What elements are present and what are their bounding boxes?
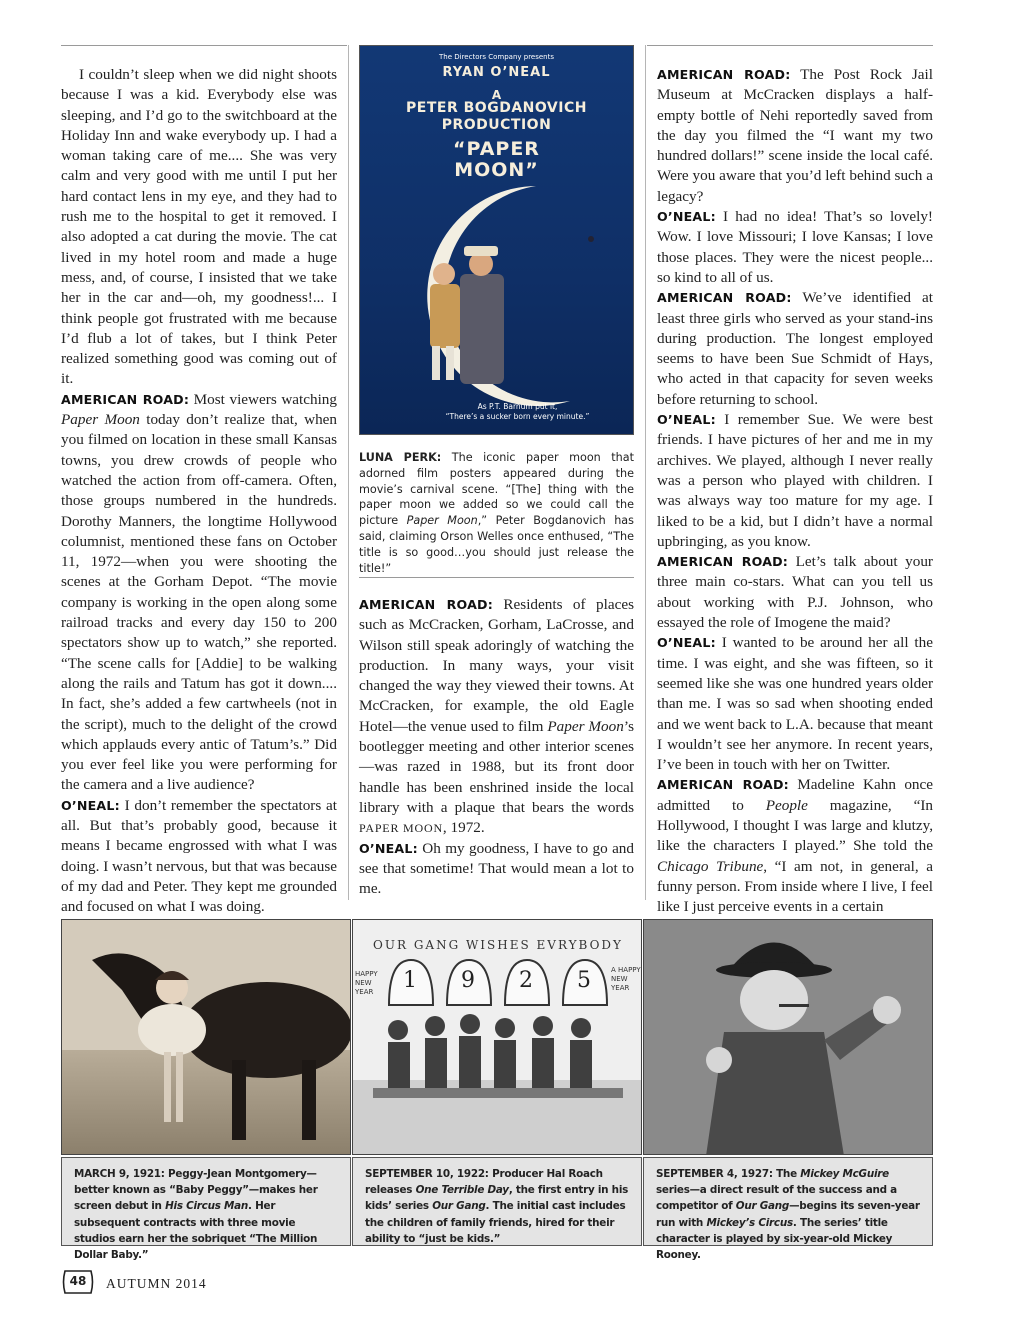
photo-baby-peggy-art [62,920,351,1155]
speaker-label: AMERICAN ROAD: [657,67,791,82]
question-paragraph: AMERICAN ROAD: Let’s talk about your three main co-stars. What can you tell us about working with P.J. Johnson, who essayed the role of Imogene the maid? [657,553,933,632]
article-column-1 [61,65,337,917]
child-head [425,1016,445,1036]
left-fist [706,1047,732,1073]
child-body [532,1038,554,1090]
child-head [571,1018,591,1038]
poster-caption: LUNA PERK: The iconic paper moon that adorned film posters appeared during the movie’s carnival scene. “[The] thing with the paper moon we added so we could call the picture Paper Moon,” Peter Bogdanovich has said, claiming Orson Welles once enthused, “The title is so good…you should just release the title!” [359,451,634,575]
column-divider-2 [645,45,646,900]
speaker-label: O’NEAL: [359,840,418,856]
poster-star: RYAN O’NEAL [442,65,551,80]
sign-banner: OUR GANG WISHES EVRYBODY [373,938,623,952]
page-number: 48 [69,1274,87,1288]
speaker-label: O’NEAL: [657,209,716,225]
fist [873,996,901,1024]
answer-paragraph: O’NEAL: Oh my goodness, I have to go and see that sometime! That would mean a lot to me. [359,839,634,898]
poster-tagline-1: As P.T. Barnum put it, [477,402,558,411]
man-figure [460,274,504,384]
bench [373,1088,623,1098]
page-number-badge [61,1268,95,1296]
speaker-label: AMERICAN ROAD: [359,597,493,612]
child-head [388,1020,408,1040]
bell-digit-1: 1 [403,968,417,993]
child-head [533,1016,553,1036]
answer-paragraph: O’NEAL: I don’t remember the spectators at all. But that’s probably good, because it means I became engrossed with what I was doing. I wasn’t nervous, but that was because of my dad and Peter. They kept me grounded and focused on what I was doing. [61,796,337,916]
boy-face [740,970,808,1030]
bell-digit-3: 2 [519,968,533,993]
speaker-label: AMERICAN ROAD: [657,290,792,306]
bell-digit-2: 9 [461,968,475,993]
timeline-caption-1927: SEPTEMBER 4, 1927: The Mickey McGuire series—a direct result of the success and a competitor of Our Gang—begins its seven-year run with Mickey’s Circus. The series’ title character is played by six-year-old Mickey Rooney. [643,1157,933,1246]
top-rule-left [61,45,347,46]
article-column-2 [359,595,634,899]
speaker-label: AMERICAN ROAD: [657,777,789,793]
top-rule-right [647,45,933,46]
answer-paragraph: O’NEAL: I had no idea! That’s so lovely! Wow. I love Missouri; I love Kansas; I love those places. They were the nicest people... so kind to all of us. [657,208,933,286]
speaker-label: O’NEAL: [657,412,716,428]
photo-our-gang [352,919,642,1155]
girl-leg-right [446,346,454,380]
poster-producer-2: PRODUCTION [441,117,552,133]
sign-side-left: HAPPY NEW YEAR [355,970,378,996]
speaker-label: AMERICAN ROAD: [657,554,789,570]
girl-leg [176,1052,183,1122]
newspaper-title: Chicago Tribune [657,857,764,875]
magazine-title: People [765,796,808,814]
photo-baby-peggy [61,919,351,1155]
timeline-caption-1921: MARCH 9, 1921: Peggy-Jean Montgomery—better known as “Baby Peggy”—makes her screen debut in His Circus Man. Her subsequent contracts with three movie studios earn her the sobriquet “The Million Dollar Baby.” [61,1157,351,1246]
child-body [459,1036,481,1090]
speaker-label: AMERICAN ROAD: [61,391,190,407]
child-body [388,1042,410,1090]
poster-presents: The Directors Company presents [438,53,555,61]
child-head [460,1014,480,1034]
child-body [425,1038,447,1090]
film-title: Paper Moon [547,717,624,735]
photo-our-gang-art [353,920,642,1155]
girl-leg-left [432,346,440,380]
poster-producer-1: PETER BOGDANOVICH [406,100,587,116]
film-title: Paper Moon [61,411,140,429]
column-divider-1 [348,45,349,900]
timeline-caption-1922: SEPTEMBER 10, 1922: Producer Hal Roach releases One Terrible Day, the first entry in his kids’ series Our Gang. The initial cast includes the children of family friends, hired for their ability to “just be kids.” [352,1157,642,1246]
question-paragraph: AMERICAN ROAD: Madeline Kahn once admitted to People magazine, “In Hollywood, I thought I was large and klutzy, like the characters I played.” She told the Chicago Tribune, “I am not, in general, a funny person. From inside where I live, I feel like I just perceive events in a certain [657,776,934,916]
answer-paragraph: O’NEAL: I wanted to be around her all the time. I was eight, and she was fifteen, so it seemed like she was one hundred years older than me. I was so sad when shooting ended and we went back to L.A. because that meant I wouldn’t see her anymore. In recent years, I’ve been in touch with her on Twitter. [657,634,933,774]
paragraph: I couldn’t sleep when we did night shoots because I was a kid. Everybody else was sleeping, and I’d go to the switchboard at the Holiday Inn and wake everybody up. I had a woman taking care of me.... She was very calm and very good with me until I put her hard contact lens in my eye, and they had to rush me to the hospital to get it removed. I also adopted a cat during the movie. The cat lived in my hotel room and made a huge mess, and, of course, I insisted that we take her in the car and—oh, my goodness!... I think people got frustrated with me because I’d flub a lot of takes, but I think Peter realized something good was coming out of it. [61,66,337,388]
poster-title-2: MOON” [454,159,539,181]
child-head [495,1018,515,1038]
speaker-label: O’NEAL: [61,797,120,813]
tutu [138,1004,206,1056]
photo-mickey-mcguire [643,919,933,1155]
bell-digit-4: 5 [577,968,591,993]
photo-mickey-art [644,920,933,1155]
girl-figure [430,284,460,348]
question-paragraph: AMERICAN ROAD: Residents of places such as McCracken, Gorham, LaCrosse, and Wilson still speak adoringly of watching the production. In many ways, your visit changed the way they viewed their towns. At McCracken, for example, the old Eagle Hotel—the venue used to film Paper Moon’s bootlegger meeting and other interior scenes—was razed in 1988, but its front door handle has been enshrined inside the local library with a plaque that bears the words PAPER MOON, 1972. [359,596,634,837]
answer-paragraph: O’NEAL: I remember Sue. We were best friends. I have pictures of her and me in my archives. We played, although I never really was a person who played with children. I was always way too mature for my age. I liked to be a kid, but I didn’t have a normal upbringing, as you know. [657,411,933,550]
question-paragraph: AMERICAN ROAD: Most viewers watching Paper Moon today don’t realize that, when you filmed on location in these small Kansas towns, you drew crowds of people who watched the action from off-camera. Often, those groups numbered in the hundreds. Dorothy Manners, the longtime Hollywood columnist, mentioned these fans on October 11, 1972—when you were shooting the scenes at the Gorham Depot. “The movie company is working in the open along some railroad tracks and every day 150 to 200 spectators show up to watch,” she reported. “The scene calls for [Addie] to be walking along the rails and Tatum has got it down.... In fact, she’s added a few cartwheels (not in the script), much to the delight of the crowd which applauds every antic of Tatum’s.” Did you ever feel like you were performing for the camera and a live audience? [61,390,337,794]
poster-a: A [491,88,502,102]
caption-rule [359,577,634,578]
question-paragraph: AMERICAN ROAD: We’ve identified at least three girls who served as your stand-ins during production. The longest employed seems to have been Sue Schmidt of Hays, who acted in that capacity for seven weeks before returning to school. [657,289,933,408]
paper-moon-poster [359,45,634,435]
article-column-3 [657,65,934,916]
pony-body [182,982,351,1078]
girl-head [433,263,455,285]
cigar [779,1004,809,1007]
girl-leg [164,1052,171,1122]
poster-title-1: “PAPER [453,138,540,160]
issue-label: AUTUMN 2014 [106,1276,207,1291]
man-hat [464,246,498,256]
pony-leg [302,1060,316,1140]
speaker-label: O’NEAL: [657,635,716,651]
poster-tagline-2: “There’s a sucker born every minute.” [445,412,590,421]
question-paragraph: AMERICAN ROAD: The Post Rock Jail Museum at McCracken displays a half-empty bottle of Nehi reportedly saved from the day you filmed the “I want my two hundred dollars!” scene inside the local café. Were you aware that you’d left behind such a legacy? [657,66,933,205]
child-body [494,1040,516,1090]
moon-eye [588,236,594,242]
sign-side-right: A HAPPY NEW YEAR [611,966,641,992]
child-body [570,1040,592,1090]
caption-label: LUNA PERK: [359,451,442,464]
pony-leg [232,1060,246,1140]
